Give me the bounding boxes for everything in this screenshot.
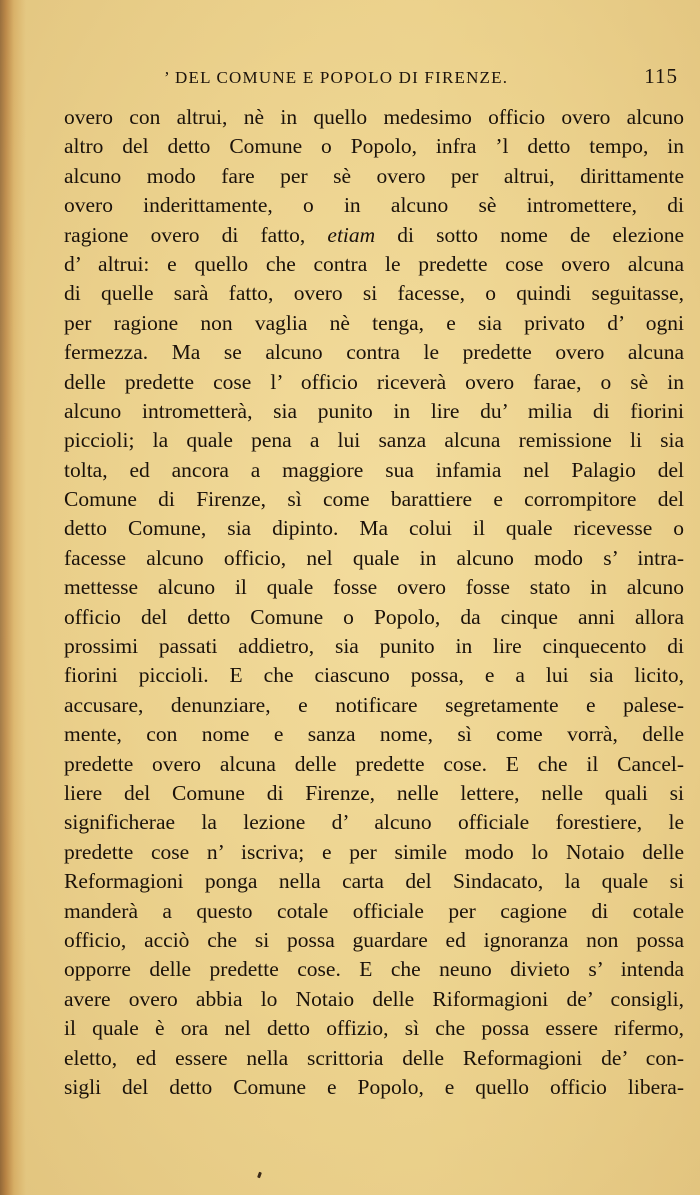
text-line: avere overo abbia lo Notaio delle Riformagioni de’ consigli, [64, 986, 684, 1011]
text-line: alcuno intrometterà, sia punito in lire du’ milia di fiorini [64, 398, 684, 423]
text-line: officio del detto Comune o Popolo, da cinque anni allora [64, 604, 684, 629]
text-line: fiorini piccioli. E che ciascuno possa, e a lui sia licito, [64, 663, 684, 688]
text-line: ragione overo di fatto, etiam di sotto nome de elezione [64, 222, 684, 247]
text-line: officio, acciò che si possa guardare ed ignoranza non possa [64, 927, 684, 952]
text-line: delle predette cose l’ officio riceverà overo farae, o sè in [64, 369, 684, 394]
text-line: overo inderittamente, o in alcuno sè intromettere, di [64, 193, 684, 218]
text-line: prossimi passati addietro, sia punito in lire cinquecento di [64, 634, 684, 659]
text-line: sigli del detto Comune e Popolo, e quello officio libera- [64, 1074, 684, 1099]
text-line: fermezza. Ma se alcuno contra le predette overo alcuna [64, 340, 684, 365]
text-line: manderà a questo cotale officiale per cagione di cotale [64, 898, 684, 923]
italic-word: etiam [327, 222, 376, 247]
page-number: 115 [644, 64, 678, 88]
text-line: liere del Comune di Firenze, nelle lettere, nelle quali si [64, 780, 684, 805]
text-line: detto Comune, sia dipinto. Ma colui il quale ricevesse o [64, 516, 684, 541]
text-line: eletto, ed essere nella scrittoria delle Reformagioni de’ con- [64, 1045, 684, 1070]
text-line: predette overo alcuna delle predette cose. E che il Cancel- [64, 751, 684, 776]
text-line: Reformagioni ponga nella carta del Sindacato, la quale si [64, 869, 684, 894]
text-line: piccioli; la quale pena a lui sanza alcuna remissione li sia [64, 428, 684, 453]
text-line: alcuno modo fare per sè overo per altrui, dirittamente [64, 163, 684, 188]
text-line: altro del detto Comune o Popolo, infra ’l detto tempo, in [64, 134, 684, 159]
text-line: tolta, ed ancora a maggiore sua infamia nel Palagio del [64, 457, 684, 482]
text-line: accusare, denunziare, e notificare segretamente e palese- [64, 692, 684, 717]
text-line: per ragione non vaglia nè tenga, e sia privato d’ ogni [64, 310, 684, 335]
text-line: mente, con nome e sanza nome, sì come vorrà, delle [64, 722, 684, 747]
text-line: mettesse alcuno il quale fosse overo fosse stato in alcuno [64, 575, 684, 600]
text-line: di quelle sarà fatto, overo si facesse, o quindi seguitasse, [64, 281, 684, 306]
text-line: facesse alcuno officio, nel quale in alcuno modo s’ intra- [64, 545, 684, 570]
text-line: overo con altrui, nè in quello medesimo officio overo alcuno [64, 105, 684, 129]
text-line: il quale è ora nel detto offizio, sì che possa essere rifermo, [64, 1016, 684, 1041]
ink-mark-icon [257, 1172, 262, 1179]
text-line: d’ altrui: e quello che contra le predette cose overo alcuna [64, 251, 684, 276]
text-line: predette cose n’ iscriva; e per simile modo lo Notaio delle [64, 839, 684, 864]
text-line: opporre delle predette cose. E che neuno divieto s’ intenda [64, 957, 684, 982]
body-text [64, 103, 684, 1102]
page-header [64, 64, 684, 94]
running-head: ’ DEL COMUNE E POPOLO DI FIRENZE. [164, 68, 509, 87]
text-line: significherae la lezione d’ alcuno officiale forestiere, le [64, 810, 684, 835]
text-line: Comune di Firenze, sì come barattiere e corrompitore del [64, 487, 684, 512]
